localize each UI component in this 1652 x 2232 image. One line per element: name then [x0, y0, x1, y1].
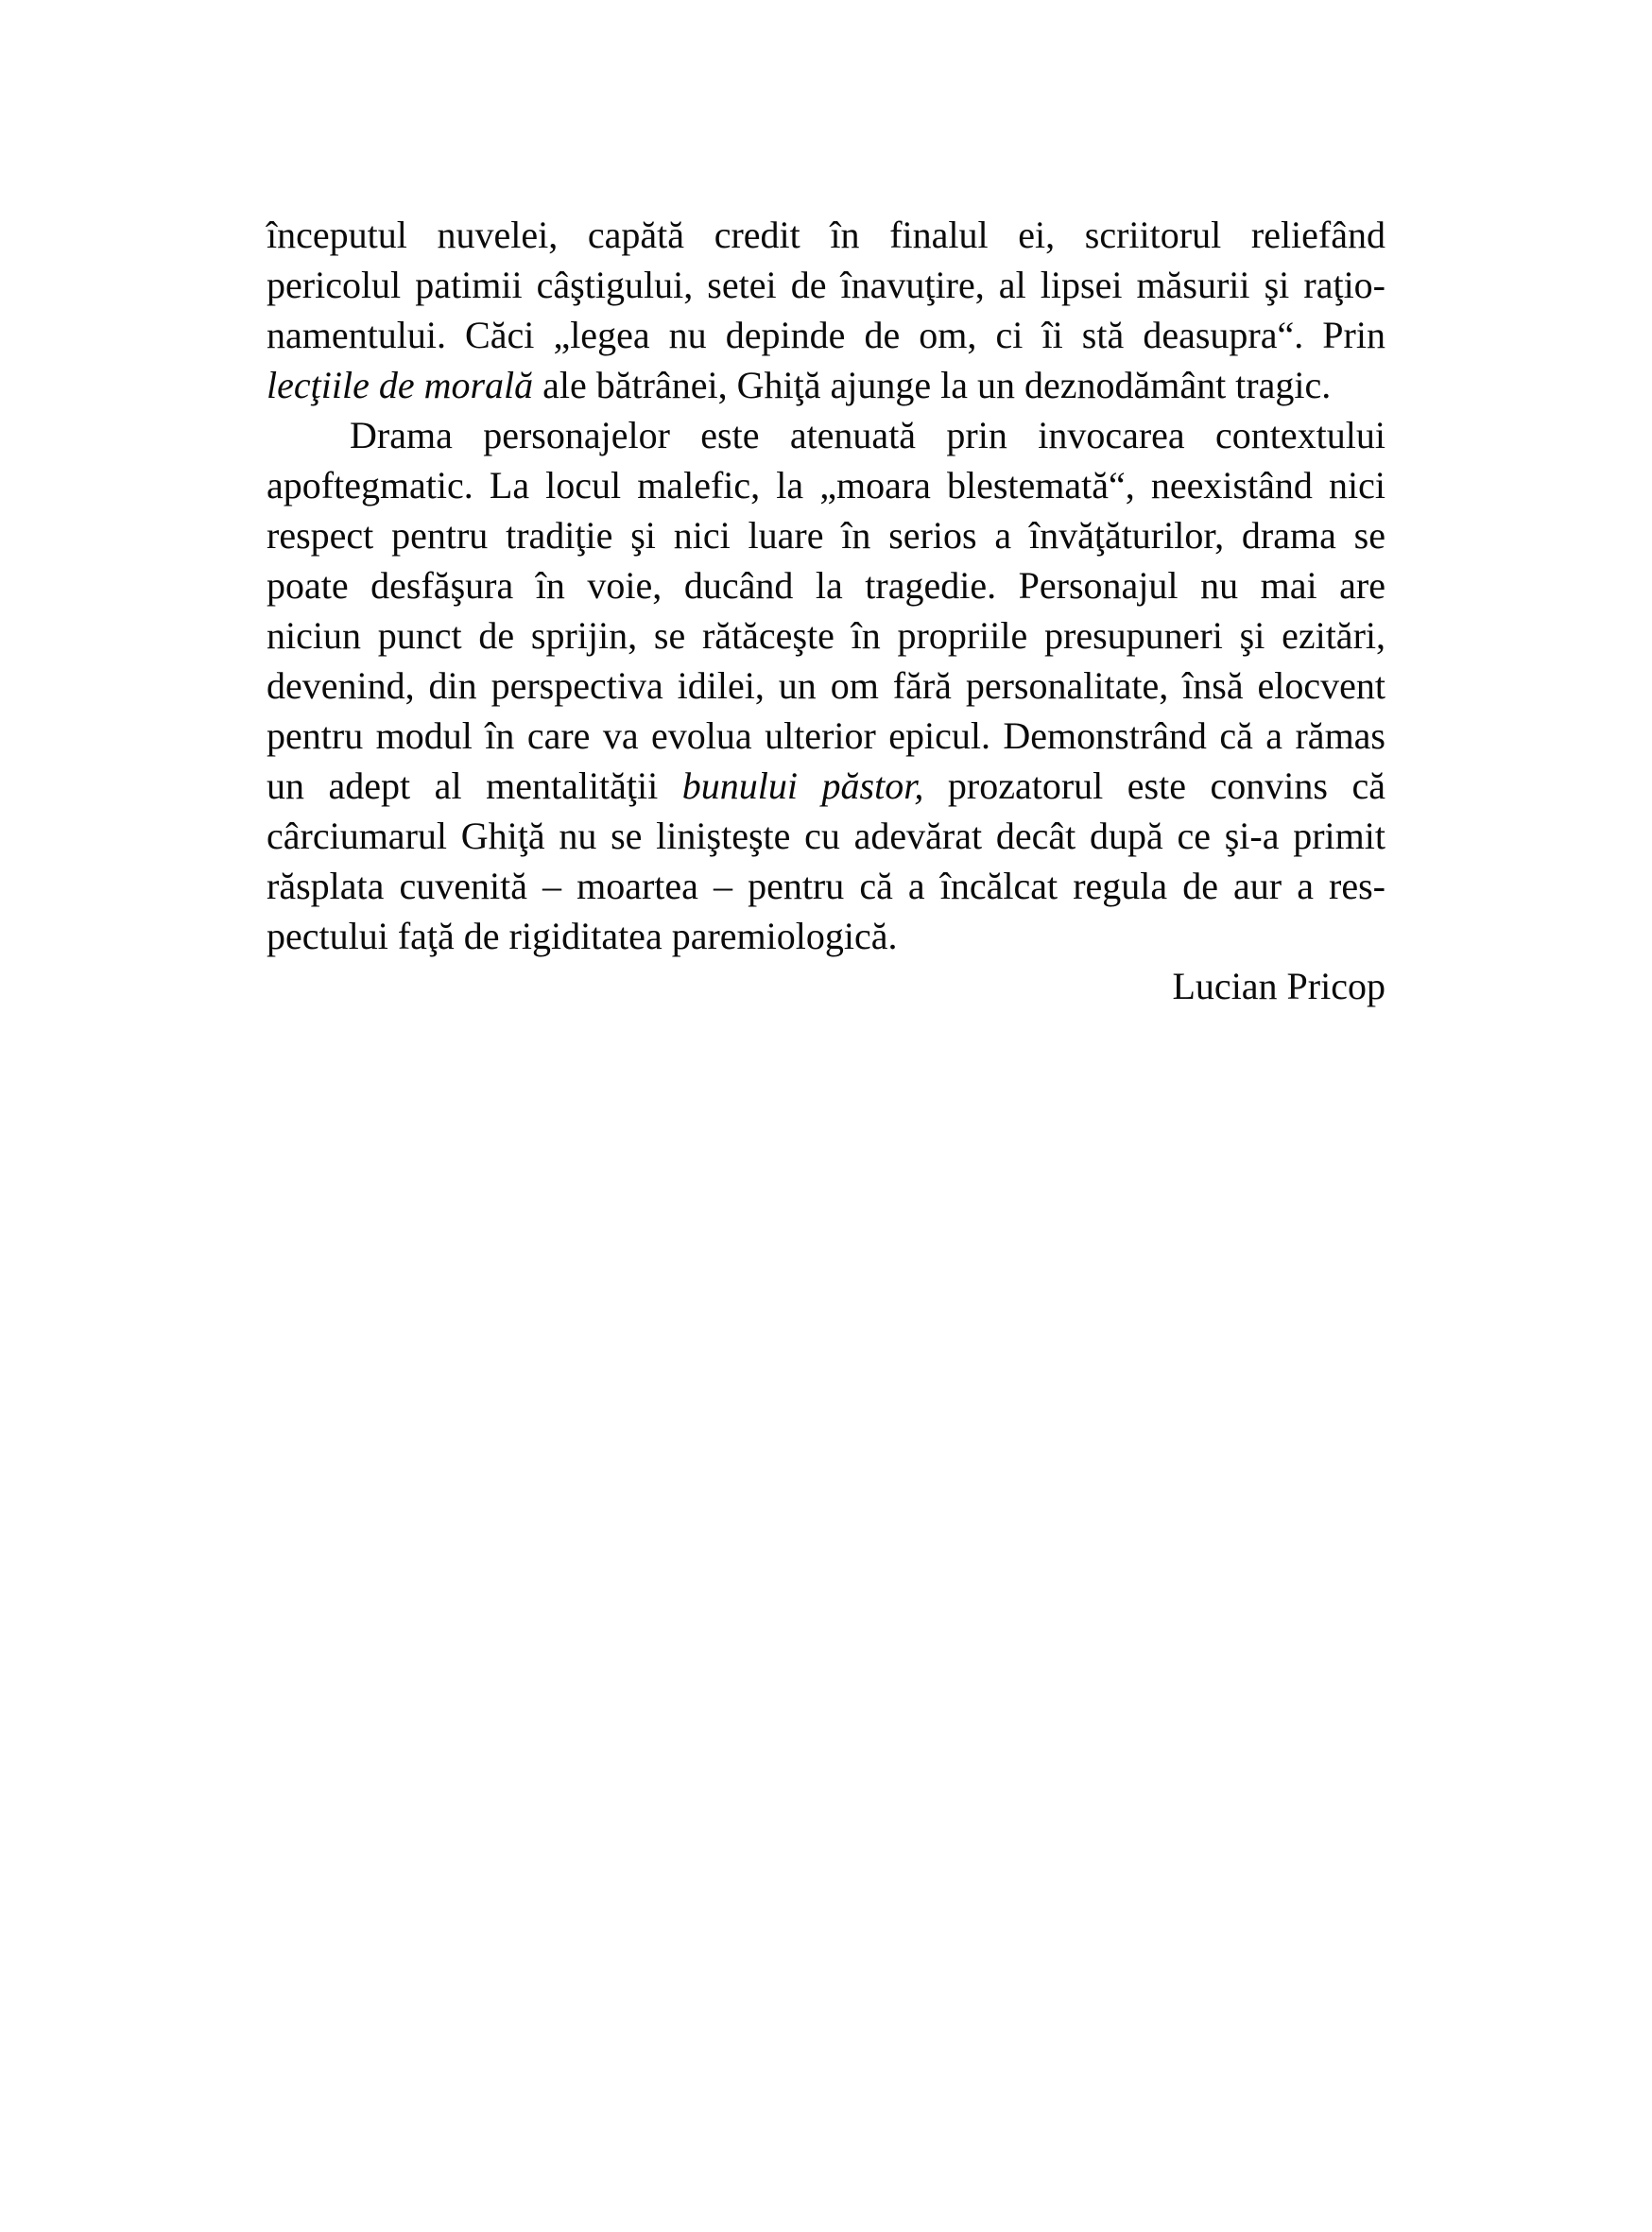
text-line	[267, 811, 1385, 861]
text-segment: namentului. Căci „legea nu depinde de om, ci îi stă deasupra“. Prin	[267, 314, 1385, 356]
paragraphs-container	[267, 210, 1385, 961]
text-line	[267, 310, 1385, 360]
text-line	[267, 560, 1385, 610]
text-segment: respect pentru tradiţie şi nici luare în serios a învăţăturilor, drama se	[267, 514, 1385, 557]
text-segment: prozatorul este convins că	[923, 764, 1385, 807]
text-segment: pectului faţă de rigiditatea paremiologică.	[267, 915, 898, 957]
text-segment: poate desfăşura în voie, ducând la tragedie. Personajul nu mai are	[267, 564, 1385, 607]
text-line	[267, 360, 1385, 410]
text-line	[267, 861, 1385, 911]
text-segment: lecţiile de morală	[267, 364, 534, 406]
text-segment: devenind, din perspectiva idilei, un om fără personalitate, însă elocvent	[267, 664, 1385, 707]
text-line	[267, 610, 1385, 661]
text-line	[267, 911, 1385, 961]
text-block	[267, 210, 1385, 1011]
text-segment: Drama personajelor este atenuată prin invocarea contextului	[350, 414, 1385, 456]
text-segment: apoftegmatic. La locul malefic, la „moara blestemată“, neexistând nici	[267, 464, 1385, 506]
text-segment: un adept al mentalităţii	[267, 764, 682, 807]
author-signature: Lucian Pricop	[1172, 965, 1385, 1007]
text-line	[267, 260, 1385, 310]
text-line	[267, 661, 1385, 711]
text-segment: niciun punct de sprijin, se rătăceşte în propriile presupuneri şi ezitări,	[267, 614, 1385, 657]
text-line	[267, 761, 1385, 811]
text-segment: începutul nuvelei, capătă credit în finalul ei, scriitorul reliefând	[267, 214, 1385, 256]
text-line	[267, 460, 1385, 510]
text-line	[267, 711, 1385, 761]
text-line	[267, 210, 1385, 260]
text-segment: cârciumarul Ghiţă nu se linişteşte cu adevărat decât după ce şi-a primit	[267, 815, 1385, 857]
text-segment: răsplata cuvenită – moartea – pentru că a încălcat regula de aur a res-	[267, 865, 1385, 907]
text-segment: ale bătrânei, Ghiţă ajunge la un deznodământ tragic.	[533, 364, 1332, 406]
text-segment: bunului păstor,	[681, 764, 924, 807]
text-segment: pentru modul în care va evolua ulterior epicul. Demonstrând că a rămas	[267, 714, 1385, 757]
text-segment: pericolul patimii câştigului, setei de înavuţire, al lipsei măsurii şi raţio-	[267, 264, 1385, 306]
text-line	[267, 510, 1385, 560]
text-line	[267, 410, 1385, 460]
